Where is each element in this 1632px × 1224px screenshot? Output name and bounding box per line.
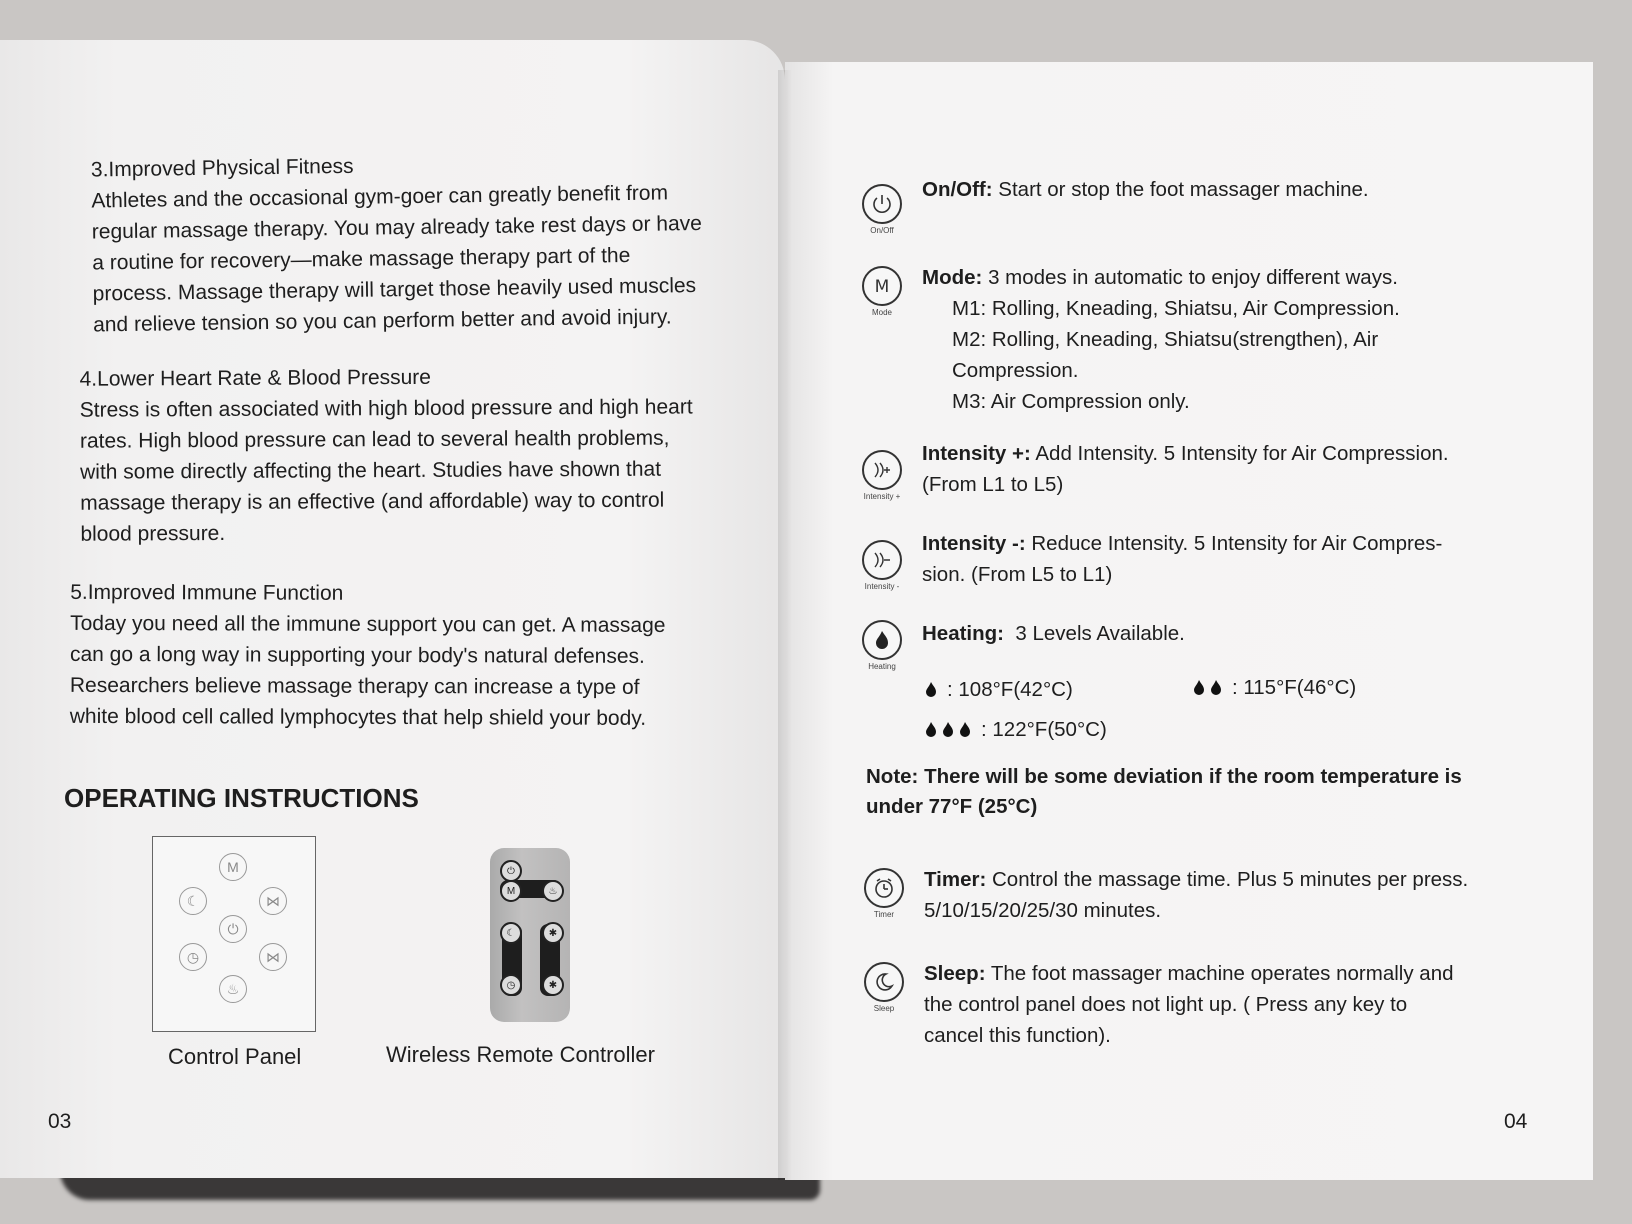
heating-description bbox=[922, 618, 1562, 649]
icon-caption: Intensity - bbox=[864, 582, 900, 591]
page-number-right: 04 bbox=[1504, 1110, 1528, 1133]
control-panel-illustration bbox=[152, 836, 316, 1032]
item-text: 3 modes in automatic to enjoy different ways. bbox=[988, 266, 1398, 289]
intensity-minus-icon bbox=[862, 540, 902, 580]
item-text: 5/10/15/20/25/30 minutes. bbox=[924, 899, 1162, 922]
section-line: a routine for recovery—make massage therapy part of the bbox=[92, 243, 631, 275]
flame-icon bbox=[924, 721, 938, 739]
on-off-icon-block bbox=[862, 184, 902, 235]
remote-mode-icon: M bbox=[500, 880, 522, 902]
intensity-minus-icon: ⋈ bbox=[259, 943, 287, 971]
section-line: with some directly affecting the heart. Studies have shown that bbox=[80, 457, 662, 484]
intensity-minus-icon-block bbox=[862, 540, 902, 591]
mode-icon-block bbox=[862, 266, 902, 317]
icon-caption: Mode bbox=[871, 308, 892, 317]
heating-icon-block bbox=[862, 620, 902, 671]
on-off-description bbox=[922, 174, 1562, 205]
item-text: cancel this function). bbox=[924, 1024, 1111, 1047]
remote-controller-illustration bbox=[490, 848, 570, 1022]
intensity-minus-description bbox=[922, 528, 1562, 590]
power-icon: ⏻ bbox=[219, 915, 247, 943]
timer-icon: ◷ bbox=[179, 943, 207, 971]
remote-heating-icon: ♨ bbox=[542, 880, 564, 902]
icon-caption: Timer bbox=[873, 910, 895, 919]
icon-caption: On/Off bbox=[870, 226, 894, 235]
item-label: Intensity -: bbox=[922, 532, 1026, 555]
section-line: massage therapy is an effective (and affordable) way to control bbox=[80, 488, 665, 515]
item-text: Start or stop the foot massager machine. bbox=[998, 178, 1369, 201]
section-line: can go a long way in supporting your body's natural defenses. bbox=[69, 642, 645, 668]
item-label: Timer: bbox=[924, 868, 987, 891]
section-line: process. Massage therapy will target those heavily used muscles bbox=[92, 274, 697, 306]
item-text: 3 Levels Available. bbox=[1015, 622, 1185, 645]
sleep-description bbox=[924, 958, 1574, 1051]
heat-level-text: : 115°F(46°C) bbox=[1232, 676, 1357, 699]
section-immune-function bbox=[70, 577, 721, 734]
item-text: The foot massager machine operates normally and bbox=[990, 962, 1454, 985]
section-line: rates. High blood pressure can lead to several health problems, bbox=[79, 426, 670, 453]
flame-icon bbox=[958, 721, 972, 739]
mode-m1: M1: Rolling, Kneading, Shiatsu, Air Compression. bbox=[952, 297, 1400, 320]
section-heading: 3.Improved Physical Fitness bbox=[90, 154, 354, 182]
icon-caption: Intensity + bbox=[863, 492, 901, 501]
intensity-plus-icon bbox=[862, 450, 902, 490]
icon-caption: Heating bbox=[868, 662, 896, 671]
power-icon bbox=[862, 184, 902, 224]
intensity-plus-icon-block bbox=[862, 450, 902, 501]
item-text: (From L1 to L5) bbox=[922, 473, 1064, 496]
timer-icon bbox=[864, 868, 904, 908]
section-line: blood pressure. bbox=[80, 521, 226, 546]
remote-intensity-plus-icon: ✱ bbox=[542, 922, 564, 944]
section-line: white blood cell called lymphocytes that help shield your body. bbox=[69, 704, 647, 730]
heat-level-1 bbox=[924, 678, 1073, 702]
section-line: regular massage therapy. You may already take rest days or have bbox=[91, 211, 703, 244]
section-line: Stress is often associated with high blood pressure and high heart bbox=[79, 395, 693, 422]
remote-caption: Wireless Remote Controller bbox=[386, 1042, 655, 1067]
heat-level-2 bbox=[1192, 676, 1356, 700]
item-text: sion. (From L5 to L1) bbox=[922, 563, 1113, 586]
mode-description bbox=[922, 262, 1562, 417]
section-line: Today you need all the immune support you can get. A massage bbox=[70, 611, 666, 637]
section-line: Athletes and the occasional gym-goer can greatly benefit from bbox=[91, 181, 669, 213]
page-number-left: 03 bbox=[48, 1110, 72, 1133]
section-heart-rate bbox=[80, 360, 731, 549]
flame-icon bbox=[1209, 679, 1223, 697]
item-text: the control panel does not light up. ( Press any key to bbox=[924, 993, 1408, 1016]
timer-icon-block bbox=[864, 868, 904, 919]
section-line: Researchers believe massage therapy can increase a type of bbox=[69, 673, 640, 699]
operating-instructions-title: OPERATING INSTRUCTIONS bbox=[64, 783, 419, 813]
icon-caption: Sleep bbox=[873, 1004, 895, 1013]
timer-description bbox=[924, 864, 1574, 926]
item-text: Add Intensity. 5 Intensity for Air Compression. bbox=[1035, 442, 1449, 465]
flame-icon bbox=[924, 681, 938, 699]
book-gutter bbox=[778, 70, 792, 1180]
mode-icon bbox=[862, 266, 902, 306]
heating-icon: ♨ bbox=[219, 975, 247, 1003]
item-label: Heating: bbox=[922, 622, 1004, 645]
remote-timer-icon: ◷ bbox=[500, 974, 522, 996]
heat-level-3 bbox=[924, 718, 1107, 742]
heat-level-text: : 122°F(50°C) bbox=[981, 718, 1107, 741]
item-label: On/Off: bbox=[922, 178, 993, 201]
sleep-icon bbox=[864, 962, 904, 1002]
section-heading: 5.Improved Immune Function bbox=[70, 580, 344, 605]
mode-icon: M bbox=[219, 853, 247, 881]
item-text: Control the massage time. Plus 5 minutes per press. bbox=[991, 868, 1469, 891]
svg-text:M: M bbox=[874, 277, 890, 297]
intensity-plus-icon: ⋈ bbox=[259, 887, 287, 915]
item-label: Intensity +: bbox=[922, 442, 1031, 465]
sleep-icon-block bbox=[864, 962, 904, 1013]
flame-icon bbox=[941, 721, 955, 739]
heat-level-text: : 108°F(42°C) bbox=[947, 678, 1073, 701]
mode-m2: M2: Rolling, Kneading, Shiatsu(strengthen), Air bbox=[952, 328, 1379, 351]
remote-intensity-minus-icon: ✱ bbox=[542, 974, 564, 996]
control-panel-caption: Control Panel bbox=[168, 1044, 302, 1069]
remote-sleep-icon: ☾ bbox=[500, 922, 522, 944]
section-line: and relieve tension so you can perform better and avoid injury. bbox=[92, 305, 672, 337]
item-label: Mode: bbox=[922, 266, 983, 289]
section-physical-fitness bbox=[91, 146, 734, 341]
intensity-plus-description bbox=[922, 438, 1562, 500]
heating-icon bbox=[862, 620, 902, 660]
sleep-icon: ☾ bbox=[179, 887, 207, 915]
flame-icon bbox=[1192, 679, 1206, 697]
temperature-note bbox=[866, 762, 1526, 822]
mode-m2-cont: Compression. bbox=[952, 359, 1079, 382]
note-line: Note: There will be some deviation if the room temperature is bbox=[866, 765, 1462, 788]
item-text: Reduce Intensity. 5 Intensity for Air Compres- bbox=[1031, 532, 1443, 555]
item-label: Sleep: bbox=[924, 962, 986, 985]
section-heading: 4.Lower Heart Rate & Blood Pressure bbox=[79, 365, 431, 391]
remote-power-icon: ⏻ bbox=[500, 860, 522, 882]
mode-m3: M3: Air Compression only. bbox=[952, 390, 1190, 413]
note-line: under 77°F (25°C) bbox=[866, 795, 1038, 818]
